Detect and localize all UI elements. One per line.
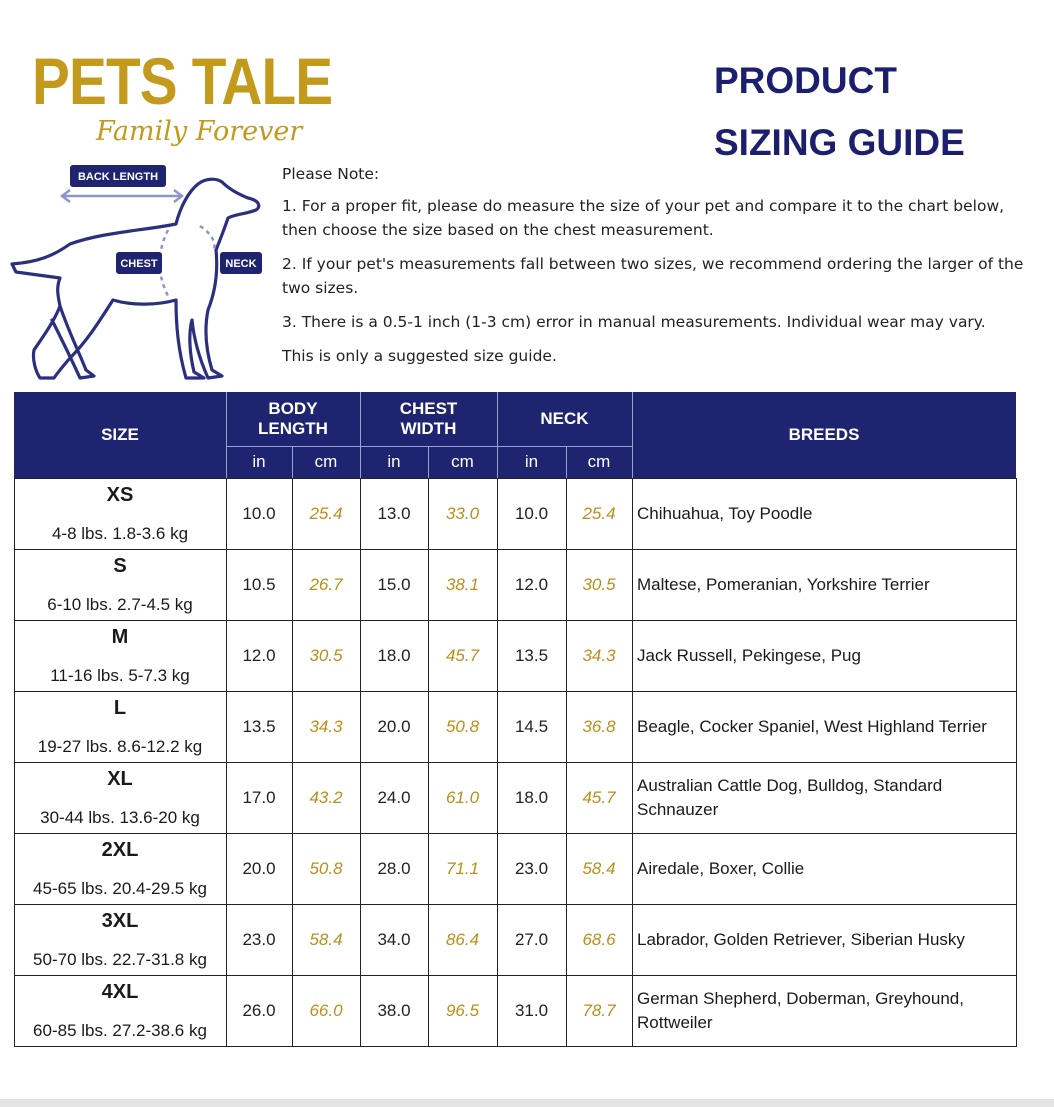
cell-body-cm: 25.4: [309, 503, 343, 523]
table-row-size: [14, 691, 226, 762]
chest-label: CHEST: [120, 258, 158, 270]
column-divider: [360, 478, 361, 1047]
header-divider: [632, 392, 633, 478]
row-divider: [14, 1046, 1017, 1047]
weight-range: 4-8 lbs. 1.8-3.6 kg: [51, 524, 189, 543]
cell-body-cm: 26.7: [309, 574, 343, 594]
size-label: 3XL: [101, 910, 139, 932]
header-divider: [360, 392, 361, 478]
cell-body-cm: 34.3: [309, 716, 343, 736]
cell-chest-in: 24.0: [377, 787, 411, 807]
cell-breeds: Jack Russell, Pekingese, Pug: [637, 645, 861, 665]
brand-logo: [32, 44, 381, 147]
table-row-size: [14, 620, 226, 691]
weight-range: 45-65 lbs. 20.4-29.5 kg: [33, 879, 207, 898]
cell-chest-cm: 50.8: [445, 716, 480, 736]
brand-name: PETS TALE: [32, 44, 333, 118]
table-row-size: [14, 478, 226, 549]
row-divider: [14, 478, 1017, 479]
cell-body-in: 26.0: [242, 1000, 276, 1020]
cell-neck-cm: 68.6: [582, 929, 616, 949]
cell-body-cm: 50.8: [309, 858, 343, 878]
header-divider: [226, 446, 632, 447]
size-label: 4XL: [101, 981, 139, 1003]
row-divider: [14, 549, 1017, 550]
cell-chest-in: 13.0: [377, 503, 411, 523]
cell-neck-cm: 45.7: [582, 787, 616, 807]
notes-section: [282, 162, 1034, 378]
cell-chest-cm: 86.4: [445, 929, 480, 949]
header-body-length: BODY LENGTH: [258, 399, 328, 438]
column-divider: [566, 478, 567, 1047]
neck-label: NECK: [225, 258, 257, 270]
size-label: M: [111, 626, 129, 648]
header-unit-in: in: [387, 452, 401, 471]
table-row-size: [14, 975, 226, 1046]
cell-neck-cm: 78.7: [582, 1000, 616, 1020]
cell-chest-in: 28.0: [377, 858, 411, 878]
note-item-1: 1. For a proper fit, please do measure the size of your pet and compare it to the chart below, then choose the size based on the chest measurement.: [282, 197, 1005, 239]
note-item-2: 2. If your pet's measurements fall between two sizes, we recommend ordering the larger of the two sizes.: [282, 255, 1024, 297]
cell-chest-cm: 45.7: [445, 645, 480, 665]
size-label: L: [113, 697, 127, 719]
cell-neck-cm: 25.4: [582, 503, 616, 523]
cell-chest-in: 34.0: [377, 929, 411, 949]
weight-range: 6-10 lbs. 2.7-4.5 kg: [47, 595, 193, 614]
cell-neck-in: 18.0: [514, 787, 549, 807]
header-unit-cm: cm: [451, 452, 474, 471]
row-divider: [14, 762, 1017, 763]
cell-body-in: 10.5: [242, 574, 276, 594]
cell-neck-cm: 36.8: [582, 716, 616, 736]
row-divider: [14, 691, 1017, 692]
size-label: XL: [107, 768, 133, 790]
cell-neck-cm: 34.3: [582, 645, 616, 665]
cell-chest-in: 15.0: [377, 574, 411, 594]
cell-neck-in: 12.0: [514, 574, 549, 594]
weight-range: 19-27 lbs. 8.6-12.2 kg: [37, 737, 203, 756]
row-divider: [14, 620, 1017, 621]
cell-body-in: 20.0: [242, 858, 276, 878]
column-divider: [14, 478, 15, 1047]
column-divider: [292, 478, 293, 1047]
title-line-2: SIZING GUIDE: [714, 122, 965, 163]
row-divider: [14, 975, 1017, 976]
cell-neck-in: 14.5: [514, 716, 549, 736]
header-unit-in: in: [524, 452, 539, 471]
note-item-4: This is only a suggested size guide.: [282, 347, 557, 365]
note-item-3: 3. There is a 0.5-1 inch (1-3 cm) error in manual measurements. Individual wear may vary.: [282, 313, 986, 331]
cell-body-cm: 30.5: [309, 645, 343, 665]
weight-range: 11-16 lbs. 5-7.3 kg: [50, 666, 190, 685]
header-size: SIZE: [101, 425, 139, 444]
row-divider: [14, 833, 1017, 834]
cell-body-in: 17.0: [242, 787, 276, 807]
size-label: XS: [106, 484, 134, 506]
cell-neck-in: 31.0: [514, 1000, 549, 1020]
column-divider: [428, 478, 429, 1047]
back-length-label: BACK LENGTH: [77, 171, 159, 183]
table-row-size: [14, 833, 226, 904]
brand-tagline: Family Forever: [96, 116, 303, 147]
cell-breeds: Airedale, Boxer, Collie: [637, 858, 805, 878]
header-divider: [497, 392, 498, 478]
cell-chest-cm: 71.1: [445, 858, 480, 878]
cell-neck-in: 10.0: [514, 503, 549, 523]
header-divider: [566, 446, 567, 478]
cell-neck-in: 27.0: [514, 929, 549, 949]
header-neck: NECK: [540, 409, 589, 428]
weight-range: 60-85 lbs. 27.2-38.6 kg: [33, 1021, 207, 1040]
cell-breeds: German Shepherd, Doberman, Greyhound, Rottweiler: [637, 988, 964, 1032]
table-row-size: [14, 762, 226, 833]
column-divider: [1016, 478, 1017, 1047]
column-divider: [226, 478, 227, 1047]
header-unit-cm: cm: [314, 452, 338, 471]
weight-range: 30-44 lbs. 13.6-20 kg: [40, 808, 200, 827]
weight-range: 50-70 lbs. 22.7-31.8 kg: [33, 950, 207, 969]
dog-measurement-diagram: [8, 160, 270, 385]
cell-breeds: Beagle, Cocker Spaniel, West Highland Terrier: [637, 716, 987, 736]
cell-chest-cm: 61.0: [445, 787, 480, 807]
header-chest-width: CHEST WIDTH: [399, 399, 458, 438]
header-divider: [226, 392, 227, 478]
cell-body-in: 13.5: [242, 716, 276, 736]
cell-body-cm: 43.2: [309, 787, 343, 807]
cell-body-cm: 58.4: [309, 929, 343, 949]
cell-breeds: Maltese, Pomeranian, Yorkshire Terrier: [637, 574, 930, 594]
header-unit-in: in: [252, 452, 266, 471]
column-divider: [632, 478, 633, 1047]
header-divider: [292, 446, 293, 478]
cell-breeds: Chihuahua, Toy Poodle: [637, 503, 813, 523]
column-divider: [497, 478, 498, 1047]
cell-body-in: 12.0: [242, 645, 276, 665]
cell-breeds: Labrador, Golden Retriever, Siberian Husky: [637, 929, 965, 949]
size-label: 2XL: [101, 839, 139, 861]
title-line-1: PRODUCT: [714, 60, 897, 101]
cell-neck-in: 13.5: [514, 645, 549, 665]
header-breeds: BREEDS: [788, 425, 860, 444]
header-unit-cm: cm: [587, 452, 611, 471]
cell-neck-cm: 30.5: [582, 574, 616, 594]
cell-body-in: 10.0: [242, 503, 276, 523]
size-label: S: [113, 555, 127, 577]
cell-chest-in: 18.0: [377, 645, 411, 665]
page-title: [714, 50, 965, 174]
cell-body-in: 23.0: [242, 929, 276, 949]
cell-breeds: Australian Cattle Dog, Bulldog, Standard Schnauzer: [637, 775, 943, 819]
cell-chest-cm: 38.1: [445, 574, 480, 594]
bottom-bar: [0, 1099, 1054, 1107]
header-divider: [428, 446, 429, 478]
cell-body-cm: 66.0: [309, 1000, 343, 1020]
row-divider: [14, 904, 1017, 905]
cell-chest-in: 38.0: [377, 1000, 411, 1020]
cell-chest-cm: 33.0: [445, 503, 480, 523]
cell-chest-cm: 96.5: [445, 1000, 480, 1020]
table-row-size: [14, 549, 226, 620]
notes-lead: Please Note:: [282, 165, 380, 183]
cell-neck-in: 23.0: [514, 858, 549, 878]
table-row-size: [14, 904, 226, 975]
cell-chest-in: 20.0: [377, 716, 411, 736]
cell-neck-cm: 58.4: [582, 858, 616, 878]
